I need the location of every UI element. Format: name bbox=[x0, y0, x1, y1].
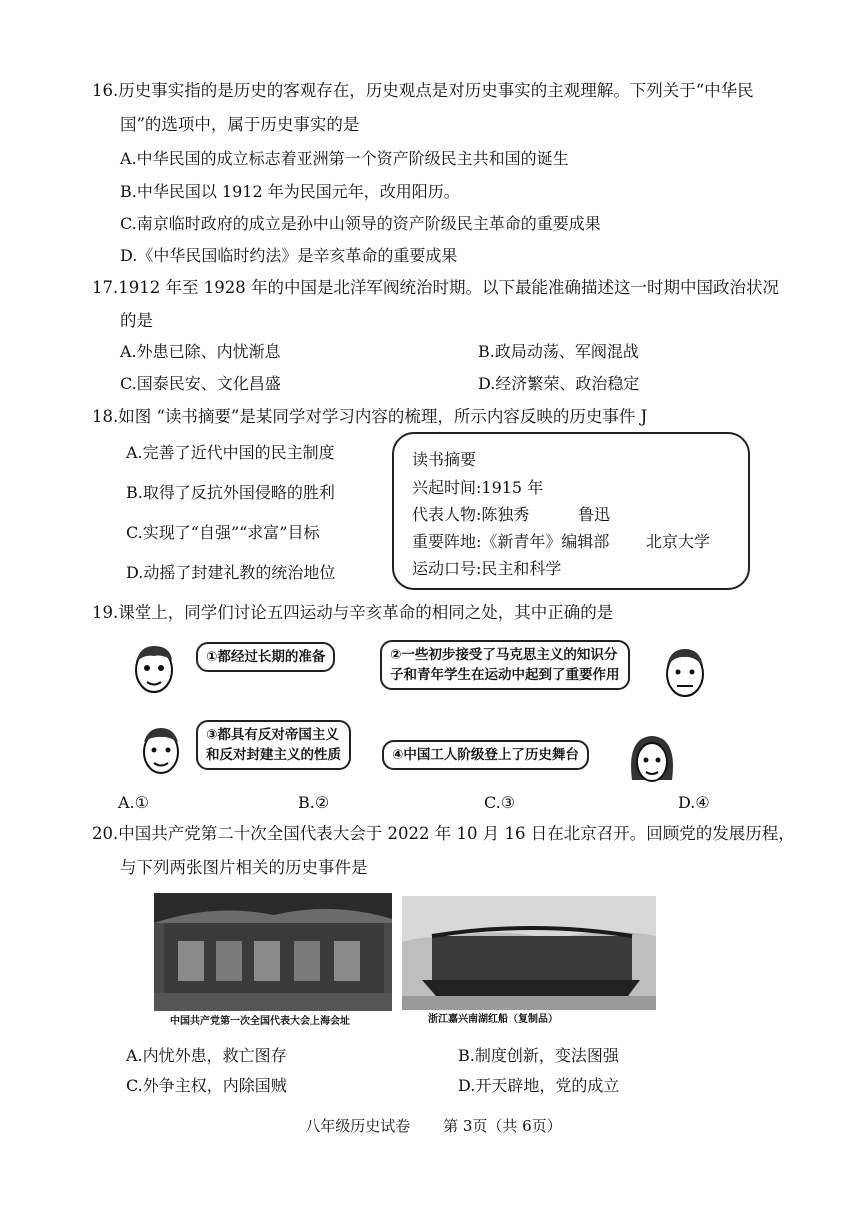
q17-stem-line1: 17.1912 年至 1928 年的中国是北洋军阀统治时期。以下最能准确描述这一时期中国政治状况 bbox=[92, 278, 779, 297]
caption-red-boat: 浙江嘉兴南湖红船（复制品） bbox=[428, 1014, 558, 1025]
q17-option-a: A.外患已除、内忧渐息 bbox=[120, 342, 281, 361]
q18-option-c: C.实现了“自强”“求富”目标 bbox=[126, 523, 320, 542]
q17-stem-line2: 的是 bbox=[120, 311, 153, 330]
q19-option-a: A.① bbox=[118, 793, 149, 812]
q18-stem: 18.如图 “读书摘要”是某同学对学习内容的梳理，所示内容反映的历史事件 J bbox=[92, 407, 648, 426]
student-face-3-icon bbox=[136, 722, 186, 778]
notes-title: 读书摘要 bbox=[412, 450, 477, 469]
notes-slogan: 运动口号:民主和科学 bbox=[412, 559, 562, 578]
footer-page-number: 第 3页（共 6页） bbox=[443, 1117, 562, 1135]
q16-option-a: A.中华民国的成立标志着亚洲第一个资产阶级民主共和国的诞生 bbox=[120, 149, 569, 168]
bubble-4 bbox=[382, 740, 589, 770]
bubble-3 bbox=[196, 720, 351, 770]
bubble-3-line2: 和反对封建主义的性质 bbox=[206, 747, 341, 763]
q19-stem: 19.课堂上，同学们讨论五四运动与辛亥革命的相同之处，其中正确的是 bbox=[92, 603, 614, 622]
photo-red-boat bbox=[402, 896, 656, 1010]
q18-option-d: D.动摇了封建礼教的统治地位 bbox=[126, 563, 336, 582]
q17-option-c: C.国泰民安、文化昌盛 bbox=[120, 374, 281, 393]
footer-subject: 八年级历史试卷 bbox=[305, 1117, 411, 1135]
bubble-2-line1: ②一些初步接受了马克思主义的知识分 bbox=[390, 647, 618, 663]
bubble-1 bbox=[196, 642, 335, 672]
q16-stem-line1: 16.历史事实指的是历史的客观存在，历史观点是对历史事实的主观理解。下列关于“中华民 bbox=[92, 81, 754, 100]
q17-option-d: D.经济繁荣、政治稳定 bbox=[478, 374, 640, 393]
q16-stem-line2: 国”的选项中，属于历史事实的是 bbox=[120, 115, 360, 134]
q19-option-d: D.④ bbox=[678, 793, 710, 812]
notes-people-label: 代表人物:陈独秀 bbox=[412, 505, 530, 524]
q19-option-c: C.③ bbox=[484, 793, 516, 812]
q16-option-b: B.中华民国以 1912 年为民国元年，改用阳历。 bbox=[120, 182, 460, 201]
bubble-1-text: ①都经过长期的准备 bbox=[206, 649, 326, 665]
student-face-2-icon bbox=[660, 644, 710, 700]
q17-option-b: B.政局动荡、军阀混战 bbox=[478, 342, 639, 361]
page-footer bbox=[0, 1115, 867, 1137]
notes-people-2: 鲁迅 bbox=[578, 505, 611, 524]
q20-option-c: C.外争主权，内除国贼 bbox=[126, 1076, 287, 1095]
q20-stem-line2: 与下列两张图片相关的历史事件是 bbox=[120, 858, 368, 877]
reading-notes-box bbox=[392, 432, 750, 590]
bubble-4-text: ④中国工人阶级登上了历史舞台 bbox=[392, 747, 579, 763]
student-face-1-icon bbox=[128, 640, 180, 696]
q20-option-b: B.制度创新，变法图强 bbox=[458, 1046, 619, 1065]
q20-option-a: A.内忧外患，救亡图存 bbox=[126, 1046, 287, 1065]
q20-option-d: D.开天辟地，党的成立 bbox=[458, 1076, 620, 1095]
q19-option-b: B.② bbox=[298, 793, 330, 812]
bubble-3-line1: ③都具有反对帝国主义 bbox=[206, 727, 339, 743]
q16-option-c: C.南京临时政府的成立是孙中山领导的资产阶级民主革命的重要成果 bbox=[120, 214, 601, 233]
student-face-4-icon bbox=[626, 730, 678, 786]
q16-option-d: D.《中华民国临时约法》是辛亥革命的重要成果 bbox=[120, 246, 458, 265]
bubble-2-line2: 子和青年学生在运动中起到了重要作用 bbox=[390, 667, 620, 683]
photo-first-congress-site bbox=[154, 893, 392, 1011]
notes-time: 兴起时间:1915 年 bbox=[412, 478, 544, 497]
bubble-2 bbox=[380, 640, 630, 690]
notes-base-2: 北京大学 bbox=[646, 532, 711, 551]
q18-option-b: B.取得了反抗外国侵略的胜利 bbox=[126, 483, 335, 502]
notes-base-label: 重要阵地:《新青年》编辑部 bbox=[412, 532, 610, 551]
q18-option-a: A.完善了近代中国的民主制度 bbox=[126, 443, 335, 462]
q20-stem-line1: 20.中国共产党第二十次全国代表大会于 2022 年 10 月 16 日在北京召开。回顾党的发展历程， bbox=[92, 824, 795, 843]
caption-first-congress: 中国共产党第一次全国代表大会上海会址 bbox=[170, 1016, 350, 1027]
